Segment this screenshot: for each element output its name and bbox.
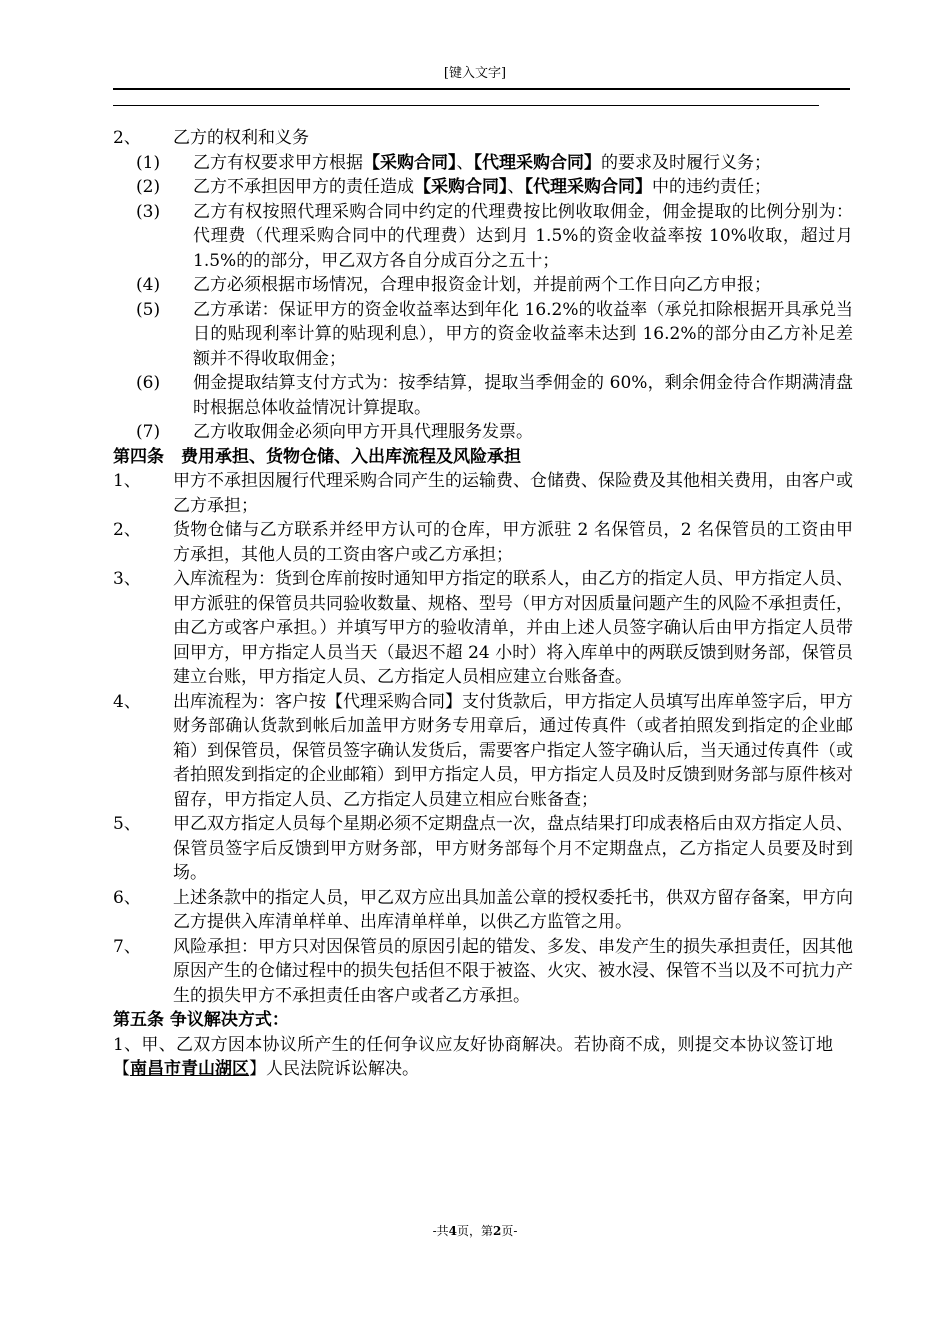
clause-text: 乙方不承担因甲方的责任造成【采购合同】、【代理采购合同】中的违约责任； xyxy=(193,177,771,197)
clause-number: (2) xyxy=(136,177,161,197)
court-location: 南昌市青山湖区 xyxy=(130,1059,249,1079)
article-item xyxy=(113,469,853,518)
section-title: 乙方的权利和义务 xyxy=(173,128,309,148)
item-number: 2、 xyxy=(113,520,141,540)
article-5-title: 第五条 争议解决方式： xyxy=(113,1010,289,1030)
item-text: 出库流程为：客户按【代理采购合同】支付货款后，甲方指定人员填写出库单签字后，甲方财务部确认货款到帐后加盖甲方财务专用章后，通过传真件（或者拍照发到指定的企业邮箱）到保管员，保管员签字确认发货后，需要客户指定人签字确认后，当天通过传真件（或者拍照发到指定的企业邮箱）到甲方指定人员，甲方指定人员及时反馈到财务部与原件核对留存，甲方指定人员、乙方指定人员建立相应台账备查； xyxy=(173,691,853,810)
article-4-title: 第四条 费用承担、货物仓储、入出库流程及风险承担 xyxy=(113,446,521,467)
article-5-paragraph: 1、甲、乙双方因本协议所产生的任何争议应友好协商解决。若协商不成，则提交本协议签订地【南昌市青山湖区】人民法院诉讼解决。 xyxy=(113,1034,833,1079)
item-text: 甲乙双方指定人员每个星期必须不定期盘点一次，盘点结果打印成表格后由双方指定人员、保管员签字后反馈到甲方财务部，甲方财务部每个月不定期盘点，乙方指定人员要及时到场。 xyxy=(173,814,853,883)
clause-text: 乙方承诺：保证甲方的资金收益率达到年化 16.2%的收益率（承兑扣除根据开具承兑当日的贴现利率计算的贴现利息），甲方的资金收益率未达到 16.2%的部分由乙方补足差额并不得收取佣金； xyxy=(193,299,853,369)
document-body xyxy=(113,126,853,1082)
clause-item xyxy=(113,200,853,274)
item-number: 7、 xyxy=(113,936,141,957)
item-number: 3、 xyxy=(113,569,141,589)
clause-number: (6) xyxy=(136,373,161,393)
item-text: 货物仓储与乙方联系并经甲方认可的仓库，甲方派驻 2 名保管员，2 名保管员的工资由甲方承担，其他人员的工资由客户或乙方承担； xyxy=(173,520,853,565)
current-page: 2 xyxy=(493,1224,502,1238)
clause-item xyxy=(113,273,853,298)
clause-text: 乙方有权按照代理采购合同中约定的代理费按比例收取佣金，佣金提取的比例分别为：代理费（代理采购合同中的代理费）达到月 1.5%的资金收益率按 10%收取，超过月 1.5%的的部分，甲乙双方各自分成百分之五十； xyxy=(193,201,853,271)
clause-number: (1) xyxy=(136,152,161,173)
item-number: 6、 xyxy=(113,887,141,908)
clause-number: (3) xyxy=(136,201,161,222)
article-item xyxy=(113,935,853,1009)
item-text: 入库流程为：货到仓库前按时通知甲方指定的联系人，由乙方的指定人员、甲方指定人员、甲方派驻的保管员共同验收数量、规格、型号（甲方对因质量问题产生的风险不承担责任，由乙方或客户承担。）并填写甲方的验收清单，并由上述人员签字确认后由甲方指定人员带回甲方，甲方指定人员当天（最迟不超 24 小时）将入库单中的两联反馈到财务部，保管员建立台账，甲方指定人员、乙方指定人员相应建立台账备查。 xyxy=(173,569,853,687)
total-pages: 4 xyxy=(448,1224,457,1238)
header-rule-thick xyxy=(113,88,850,90)
article-item xyxy=(113,518,853,567)
item-number: 4、 xyxy=(113,691,141,712)
clause-text: 乙方必须根据市场情况，合理申报资金计划，并提前两个工作日向乙方申报； xyxy=(193,275,771,295)
page-footer: -共4页，第2页- xyxy=(432,1224,518,1238)
clause-text: 乙方有权要求甲方根据【采购合同】、【代理采购合同】的要求及时履行义务； xyxy=(193,152,771,173)
item-number: 5、 xyxy=(113,814,141,834)
contract-ref: 【代理采购合同】 xyxy=(524,177,652,197)
item-text: 风险承担：甲方只对因保管员的原因引起的错发、多发、串发产生的损失承担责任，因其他原因产生的仓储过程中的损失包括但不限于被盗、火灾、被水浸、保管不当以及不可抗力产生的损失甲方不承担责任由客户或者乙方承担。 xyxy=(173,936,853,1006)
contract-ref: 【采购合同】 xyxy=(414,177,508,197)
clause-item xyxy=(113,371,853,420)
clause-number: (4) xyxy=(136,275,161,295)
article-item xyxy=(113,690,853,813)
contract-ref: 【代理采购合同】 xyxy=(473,152,601,173)
item-text: 甲方不承担因履行代理采购合同产生的运输费、仓储费、保险费及其他相关费用，由客户或乙方承担； xyxy=(173,471,853,516)
item-number: 1、 xyxy=(113,471,141,491)
contract-ref: 【采购合同】 xyxy=(363,152,457,173)
item-text: 上述条款中的指定人员，甲乙双方应出具加盖公章的授权委托书，供双方留存备案，甲方向乙方提供入库清单样单、出库清单样单，以供乙方监管之用。 xyxy=(173,887,853,932)
article-item xyxy=(113,567,853,690)
clause-item xyxy=(113,298,853,372)
section-number: 2、 xyxy=(113,128,141,148)
clause-text: 佣金提取结算支付方式为：按季结算，提取当季佣金的 60%，剩余佣金待合作期满清盘时根据总体收益情况计算提取。 xyxy=(193,373,853,418)
clause-number: (5) xyxy=(136,299,161,320)
clause-number: (7) xyxy=(136,422,161,442)
clause-item xyxy=(113,151,853,176)
clause-item xyxy=(113,175,853,200)
page-header: [键入文字] xyxy=(443,66,507,81)
section-2-heading xyxy=(113,126,853,151)
clause-item xyxy=(113,420,853,445)
article-item xyxy=(113,886,853,935)
header-rule-thin xyxy=(113,105,819,106)
clause-text: 乙方收取佣金必须向甲方开具代理服务发票。 xyxy=(193,422,533,442)
article-item xyxy=(113,812,853,886)
